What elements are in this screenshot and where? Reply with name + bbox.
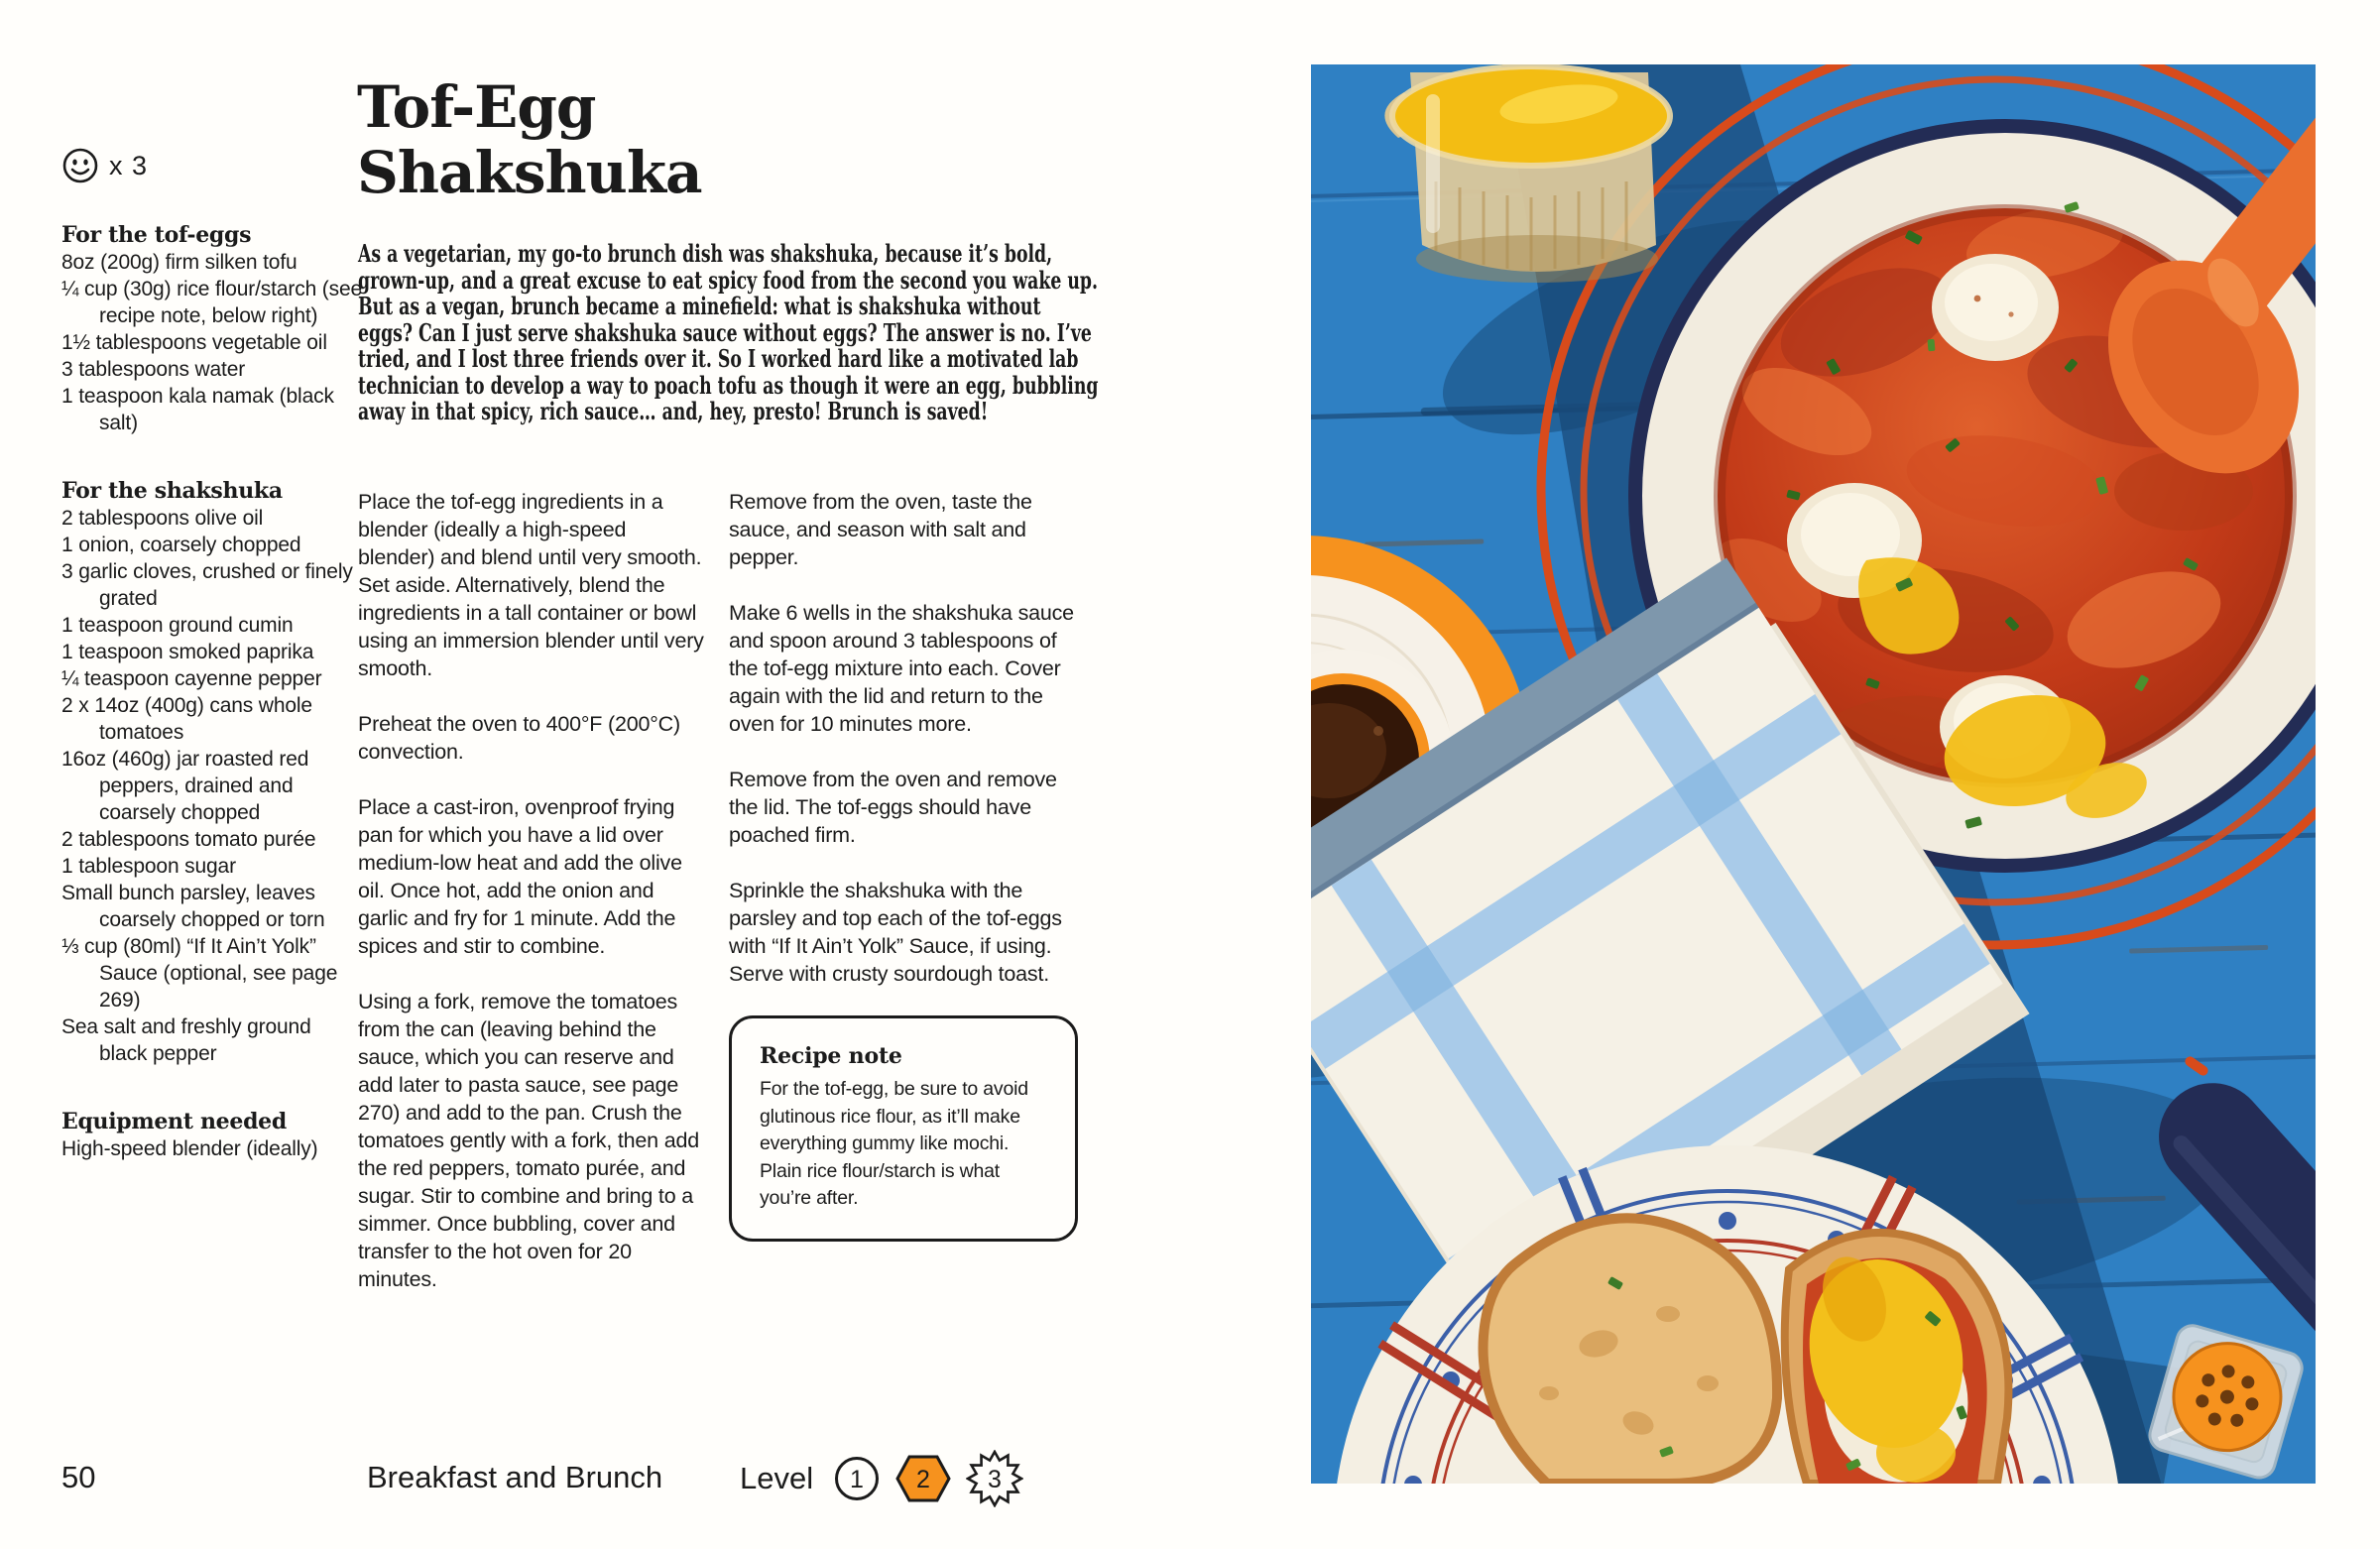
- ingredient-item: 3 tablespoons water: [61, 358, 246, 381]
- level-label: Level: [740, 1461, 814, 1495]
- ingredient-item: Small bunch parsley, leaves coarsely chopped or torn: [61, 882, 325, 931]
- level-3-burst-icon: [966, 1450, 1023, 1507]
- recipe-photo: [1311, 64, 2316, 1484]
- ingredient-list: [61, 249, 363, 436]
- ingredient-group-heading: For the tof-eggs: [61, 222, 252, 248]
- ingredient-item: 16oz (460g) jar roasted red peppers, drained and coarsely chopped: [61, 748, 309, 824]
- level-indicator: [740, 1450, 1023, 1507]
- ingredient-item: 1 onion, coarsely chopped: [61, 534, 301, 556]
- recipe-title-line2: Shakshuka: [357, 138, 702, 206]
- page-number: 50: [61, 1460, 96, 1494]
- ingredient-item: ¼ cup (30g) rice flour/starch (see recipe note, below right): [61, 278, 363, 327]
- level-1-number: 1: [850, 1466, 865, 1493]
- method-step: Sprinkle the shakshuka with the parsley and top each of the tof-eggs with “If It Ain’t Yolk” Sauce, if using. Serve with crusty sourdough toast.: [729, 879, 1062, 986]
- level-2-hexagon-icon: [894, 1454, 952, 1503]
- method-columns: [358, 488, 1078, 1321]
- ingredient-item: 1 teaspoon kala namak (black salt): [61, 385, 334, 434]
- ingredients-column: [61, 222, 363, 1204]
- orange-juice-pitcher: [1384, 66, 1670, 283]
- method-step: Remove from the oven, taste the sauce, and season with salt and pepper.: [729, 490, 1032, 569]
- toast-with-tof-egg: [1785, 1233, 2009, 1484]
- ingredient-item: Sea salt and freshly ground black pepper: [61, 1015, 311, 1065]
- method-step: Place a cast-iron, ovenproof frying pan for which you have a lid over medium-low heat and add the olive oil. Once hot, add the onion and garlic and fry for 1 minute. Add the spices and stir to combine.: [358, 795, 682, 958]
- method-step: Remove from the oven and remove the lid. The tof-eggs should have poached firm.: [729, 768, 1057, 847]
- level-2-number: 2: [916, 1466, 931, 1493]
- method-column-2: [729, 488, 1078, 1321]
- recipe-intro: [358, 241, 1101, 425]
- shakshuka-photo-illustration: [1311, 64, 2316, 1484]
- level-3-number: 3: [988, 1466, 1003, 1493]
- method-step: Place the tof-egg ingredients in a blender (ideally a high-speed blender) and blend until very smooth. Set aside. Alternatively, blend the ingredients in a tall container or bowl using an immersion blender until very smooth.: [358, 490, 704, 680]
- servings-label: x 3: [109, 150, 149, 180]
- level-1-circle-icon: [833, 1455, 881, 1502]
- smiley-icon: [61, 147, 99, 184]
- ingredient-item: 1½ tablespoons vegetable oil: [61, 331, 327, 354]
- ingredient-item: ⅓ cup (80ml) “If It Ain’t Yolk” Sauce (optional, see page 269): [61, 935, 338, 1012]
- recipe-intro-text: As a vegetarian, my go-to brunch dish was shakshuka, because it’s bold, grown-up, and a great excuse to eat spicy food from the second you wake up. But as a vegan, brunch became a minefield: what is shakshuka without eggs? Can I just serve shakshuka sauce without eggs? The answer is no. I’ve tried, and I lost three friends over it. So I worked hard like a motivated lab technician to develop a way to poach tofu as though it were an egg, bubbling away in that spicy, rich sauce… and, hey, presto! Brunch is saved!: [358, 239, 1099, 425]
- ingredient-group-equipment: [61, 1109, 363, 1162]
- ingredient-item: High-speed blender (ideally): [61, 1137, 318, 1160]
- ingredient-item: 3 garlic cloves, crushed or finely grated: [61, 560, 353, 610]
- ingredient-item: 2 tablespoons tomato purée: [61, 828, 316, 851]
- sourdough-toast: [1484, 1218, 1778, 1484]
- recipe-note-heading: Recipe note: [760, 1043, 902, 1069]
- servings-indicator: [61, 147, 148, 184]
- method-step: Preheat the oven to 400°F (200°C) convection.: [358, 712, 680, 764]
- ingredient-list: [61, 1135, 363, 1162]
- recipe-title: [357, 74, 702, 205]
- ingredient-group-heading: For the shakshuka: [61, 478, 283, 504]
- ingredient-list: [61, 505, 363, 1067]
- section-name: Breakfast and Brunch: [367, 1460, 663, 1494]
- recipe-note-body: For the tof-egg, be sure to avoid glutinous rice flour, as it’ll make everything gummy like mochi. Plain rice flour/starch is what you’re after.: [760, 1078, 1028, 1209]
- method-step: Make 6 wells in the shakshuka sauce and spoon around 3 tablespoons of the tof-egg mixture into each. Cover again with the lid and return to the oven for 10 minutes more.: [729, 601, 1074, 736]
- ingredient-item: 2 tablespoons olive oil: [61, 507, 264, 530]
- ingredient-item: 1 teaspoon ground cumin: [61, 614, 294, 637]
- method-column-1: [358, 488, 707, 1321]
- ingredient-group-tof-eggs: [61, 222, 363, 436]
- ingredient-item: 1 tablespoon sugar: [61, 855, 236, 878]
- ingredient-group-shakshuka: [61, 478, 363, 1067]
- recipe-note-box: [729, 1015, 1078, 1242]
- ingredient-item: 1 teaspoon smoked paprika: [61, 641, 314, 663]
- method-step: Using a fork, remove the tomatoes from the can (leaving behind the sauce, which you can reserve and add later to pasta sauce, see page 270) and add to the pan. Crush the tomatoes gently with a fork, then add the red peppers, tomato purée, and sugar. Stir to combine and bring to a simmer. Once bubbling, cover and transfer to the hot oven for 20 minutes.: [358, 990, 699, 1291]
- ingredient-item: ¼ teaspoon cayenne pepper: [61, 667, 322, 690]
- ingredient-item: 8oz (200g) firm silken tofu: [61, 251, 298, 274]
- ingredient-item: 2 x 14oz (400g) cans whole tomatoes: [61, 694, 312, 744]
- ingredient-group-heading: Equipment needed: [61, 1109, 287, 1134]
- recipe-title-line1: Tof-Egg: [357, 72, 596, 141]
